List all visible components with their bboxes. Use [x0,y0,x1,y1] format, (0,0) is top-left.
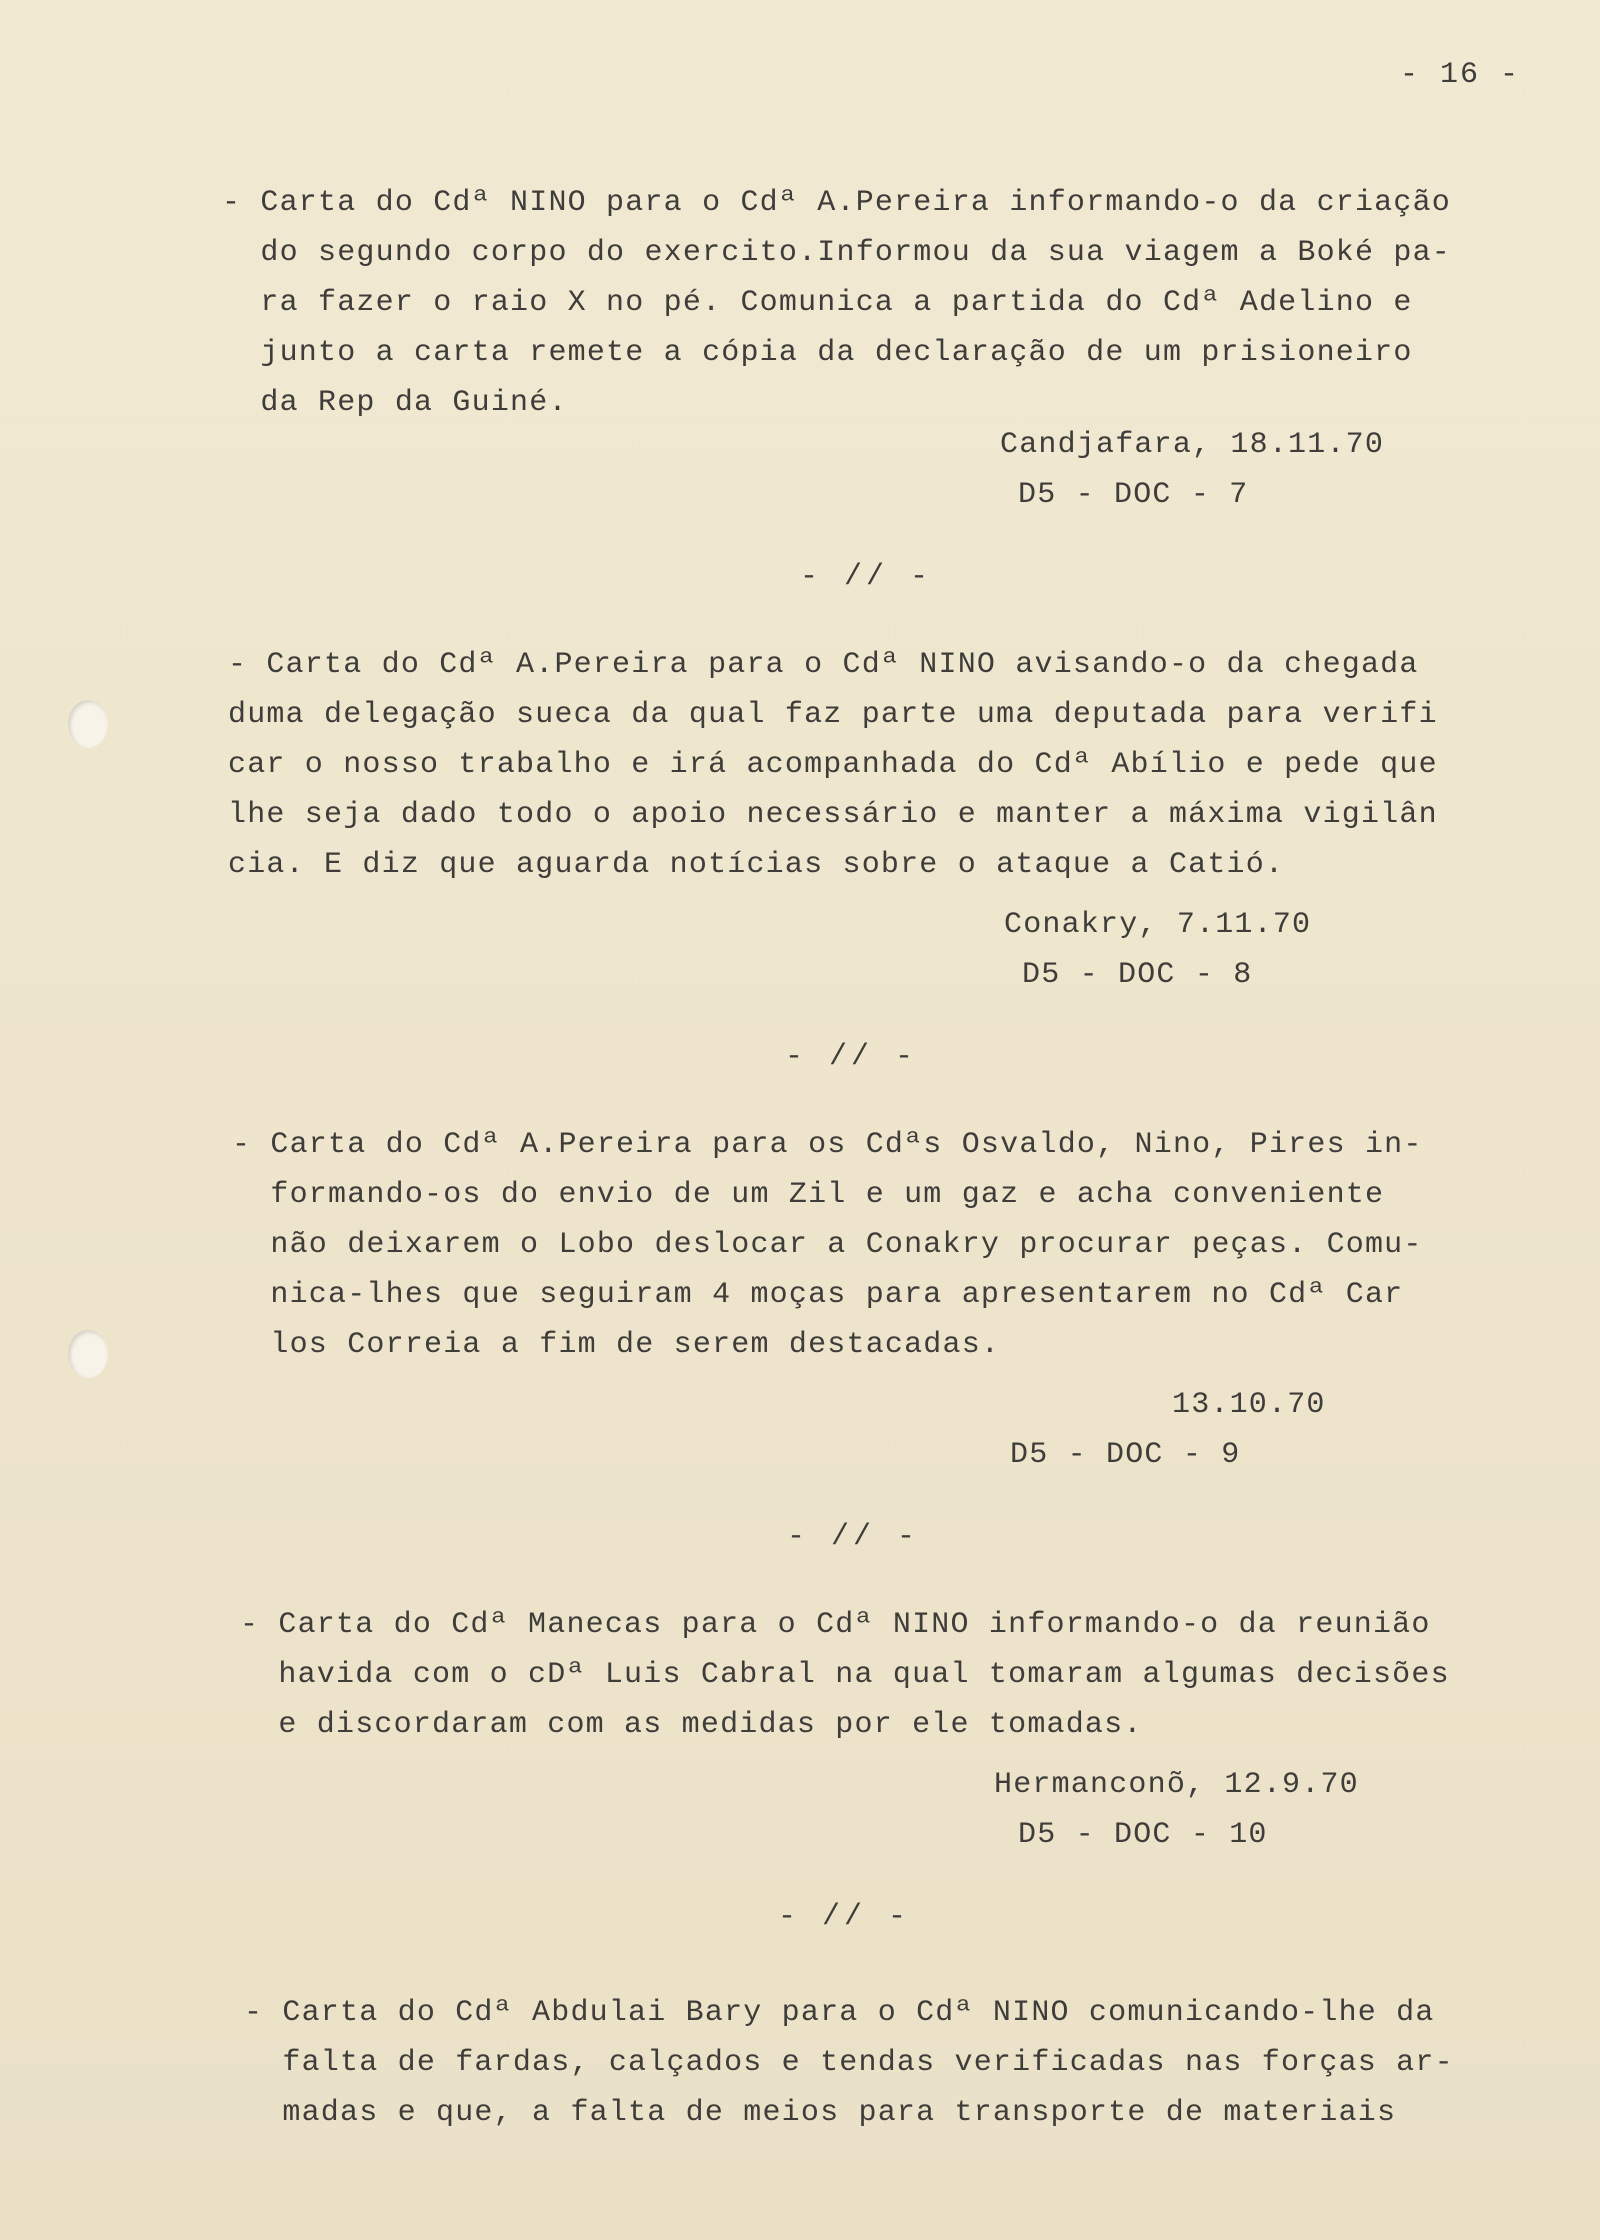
entry-doc-ref: D5 - DOC - 10 [1018,1818,1268,1852]
separator: - // - [785,1040,918,1074]
entry-text: - Carta do Cdª A.Pereira para os Cdªs Osvaldo, Nino, Pires in- formando-os do envio de um Zil e um gaz e acha conveniente não deixarem o Lobo deslocar a Conakry procurar peças. Comu- nica-lhes que seguiram 4 moças para apresentarem no Cdª Car los Correia a fim de serem destacadas. [232,1128,1423,1362]
separator: - // - [787,1520,920,1554]
punch-hole [68,700,108,748]
page-number: - 16 - [1400,58,1521,92]
entry-place-date: Hermanconõ, 12.9.70 [994,1768,1359,1802]
entry-place-date: 13.10.70 [1172,1388,1326,1422]
entry-text: - Carta do Cdª Abdulai Bary para o Cdª NINO comunicando-lhe da falta de fardas, calçados e tendas verificadas nas forças ar- madas e que, a falta de meios para transporte de materiais [244,1996,1454,2130]
punch-hole [68,1330,108,1378]
entry-place-date: Candjafara, 18.11.70 [1000,428,1385,462]
entry-doc-ref: D5 - DOC - 8 [1022,958,1253,992]
separator: - // - [778,1900,911,1934]
entry-text: - Carta do Cdª A.Pereira para o Cdª NINO avisando-o da chegada duma delegação sueca da qual faz parte uma deputada para verifi car o nosso trabalho e irá acompanhada do Cdª Abílio e pede que lhe seja dado todo o apoio necessário e manter a máxima vigilân cia. E diz que aguarda notícias sobre o ataque a Catió. [228,648,1438,882]
entry-doc-ref: D5 - DOC - 9 [1010,1438,1241,1472]
entry-text: - Carta do Cdª NINO para o Cdª A.Pereira informando-o da criação do segundo corpo do exercito.Informou da sua viagem a Boké pa- ra fazer o raio X no pé. Comunica a partida do Cdª Adelino e junto a carta remete a cópia da declaração de um prisioneiro da Rep da Guiné. [222,186,1451,420]
entry-place-date: Conakry, 7.11.70 [1004,908,1312,942]
entry-text: - Carta do Cdª Manecas para o Cdª NINO informando-o da reunião havida com o cDª Luis Cabral na qual tomaram algumas decisões e discordaram com as medidas por ele tomadas. [240,1608,1450,1742]
separator: - // - [800,560,933,594]
entry-doc-ref: D5 - DOC - 7 [1018,478,1249,512]
